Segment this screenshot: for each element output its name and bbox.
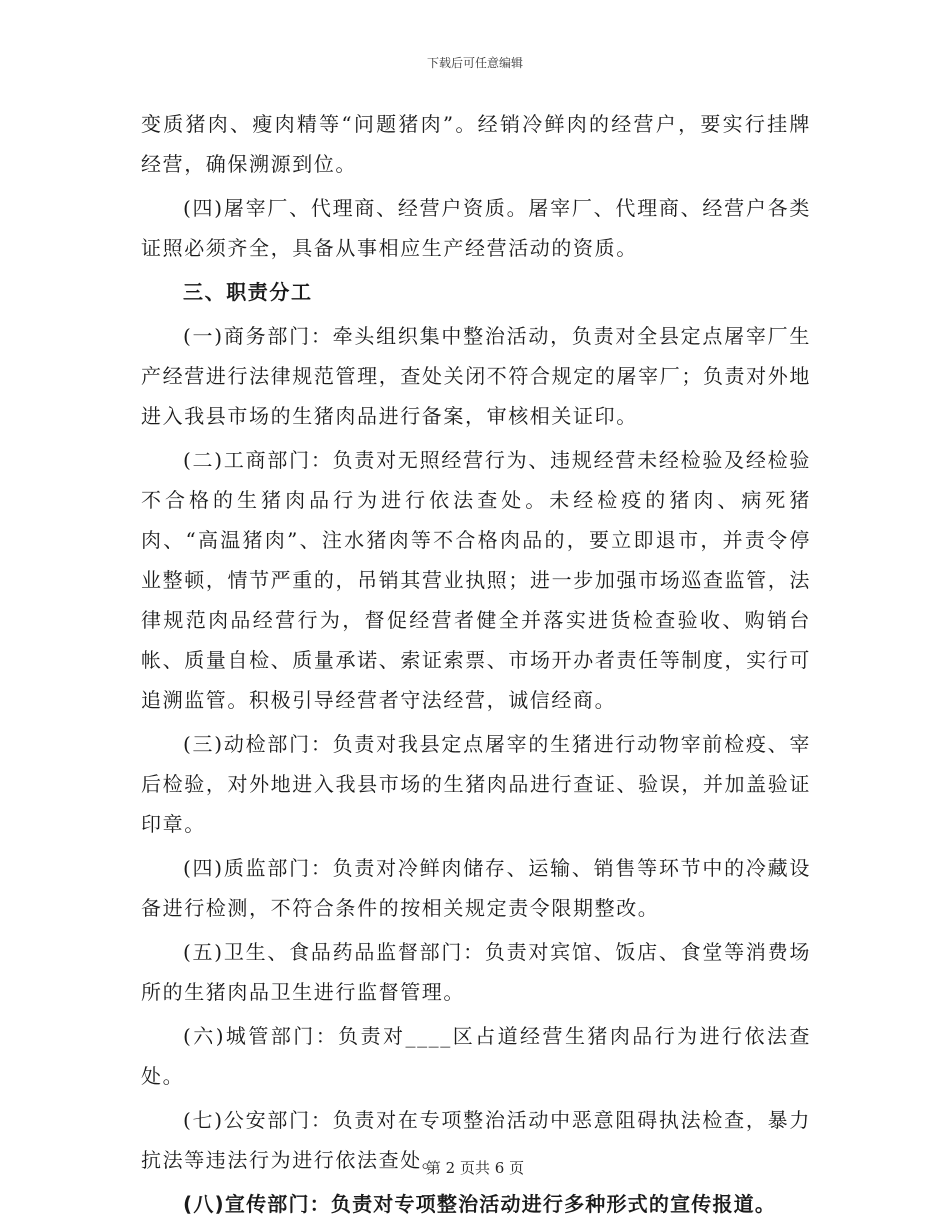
paragraph-continuation: 变质猪肉、瘦肉精等“问题猪肉”。经销冷鲜肉的经营户，要实行挂牌经营，确保溯源到位。 [141, 112, 811, 176]
paragraph-health-food-drug-dept: (五)卫生、食品药品监督部门：负责对宾馆、饭店、食堂等消费场所的生猪肉品卫生进行监督管理。 [141, 940, 811, 1004]
paragraph-public-security-dept: (七)公安部门：负责对在专项整治活动中恶意阻碍执法检查，暴力抗法等违法行为进行依法查处。 [141, 1108, 811, 1172]
page-header: 下载后可任意编辑 [426, 56, 523, 70]
section-heading-duties: 三、职责分工 [183, 280, 313, 304]
paragraph-animal-inspection-dept: (三)动检部门：负责对我县定点屠宰的生猪进行动物宰前检疫、宰后检验，对外地进入我县市场的生猪肉品进行查证、验误，并加盖验证印章。 [141, 732, 811, 836]
paragraph-industry-commerce-dept: (二)工商部门：负责对无照经营行为、违规经营未经检验及经检验不合格的生猪肉品行为进行依法查处。未经检疫的猪肉、病死猪肉、“高温猪肉”、注水猪肉等不合格肉品的，要立即退市，并责令停业整顿，情节严重的，吊销其营业执照；进一步加强市场巡查监管，法律规范肉品经营行为，督促经营者健全并落实进货检查验收、购销台帐、质量自检、质量承诺、索证索票、市场开办者责任等制度，实行可追溯监管。积极引导经营者守法经营，诚信经商。 [141, 448, 811, 712]
paragraph-urban-management-dept: (六)城管部门：负责对____区占道经营生猪肉品行为进行依法查处。 [141, 1024, 811, 1088]
paragraph-publicity-dept: (八)宣传部门：负责对专项整治活动进行多种形式的宣传报道。 [183, 1192, 777, 1216]
paragraph-qualifications: (四)屠宰厂、代理商、经营户资质。屠宰厂、代理商、经营户各类证照必须齐全，具备从事相应生产经营活动的资质。 [141, 196, 811, 260]
paragraph-quality-supervision-dept: (四)质监部门：负责对冷鲜肉储存、运输、销售等环节中的冷藏设备进行检测，不符合条件的按相关规定责令限期整改。 [141, 856, 811, 920]
paragraph-commerce-dept: (一)商务部门：牵头组织集中整治活动，负责对全县定点屠宰厂生产经营进行法律规范管理，查处关闭不符合规定的屠宰厂；负责对外地进入我县市场的生猪肉品进行备案，审核相关证印。 [141, 324, 811, 428]
page-footer: 第 2 页共 6 页 [425, 1159, 525, 1177]
document-body [141, 104, 811, 1224]
